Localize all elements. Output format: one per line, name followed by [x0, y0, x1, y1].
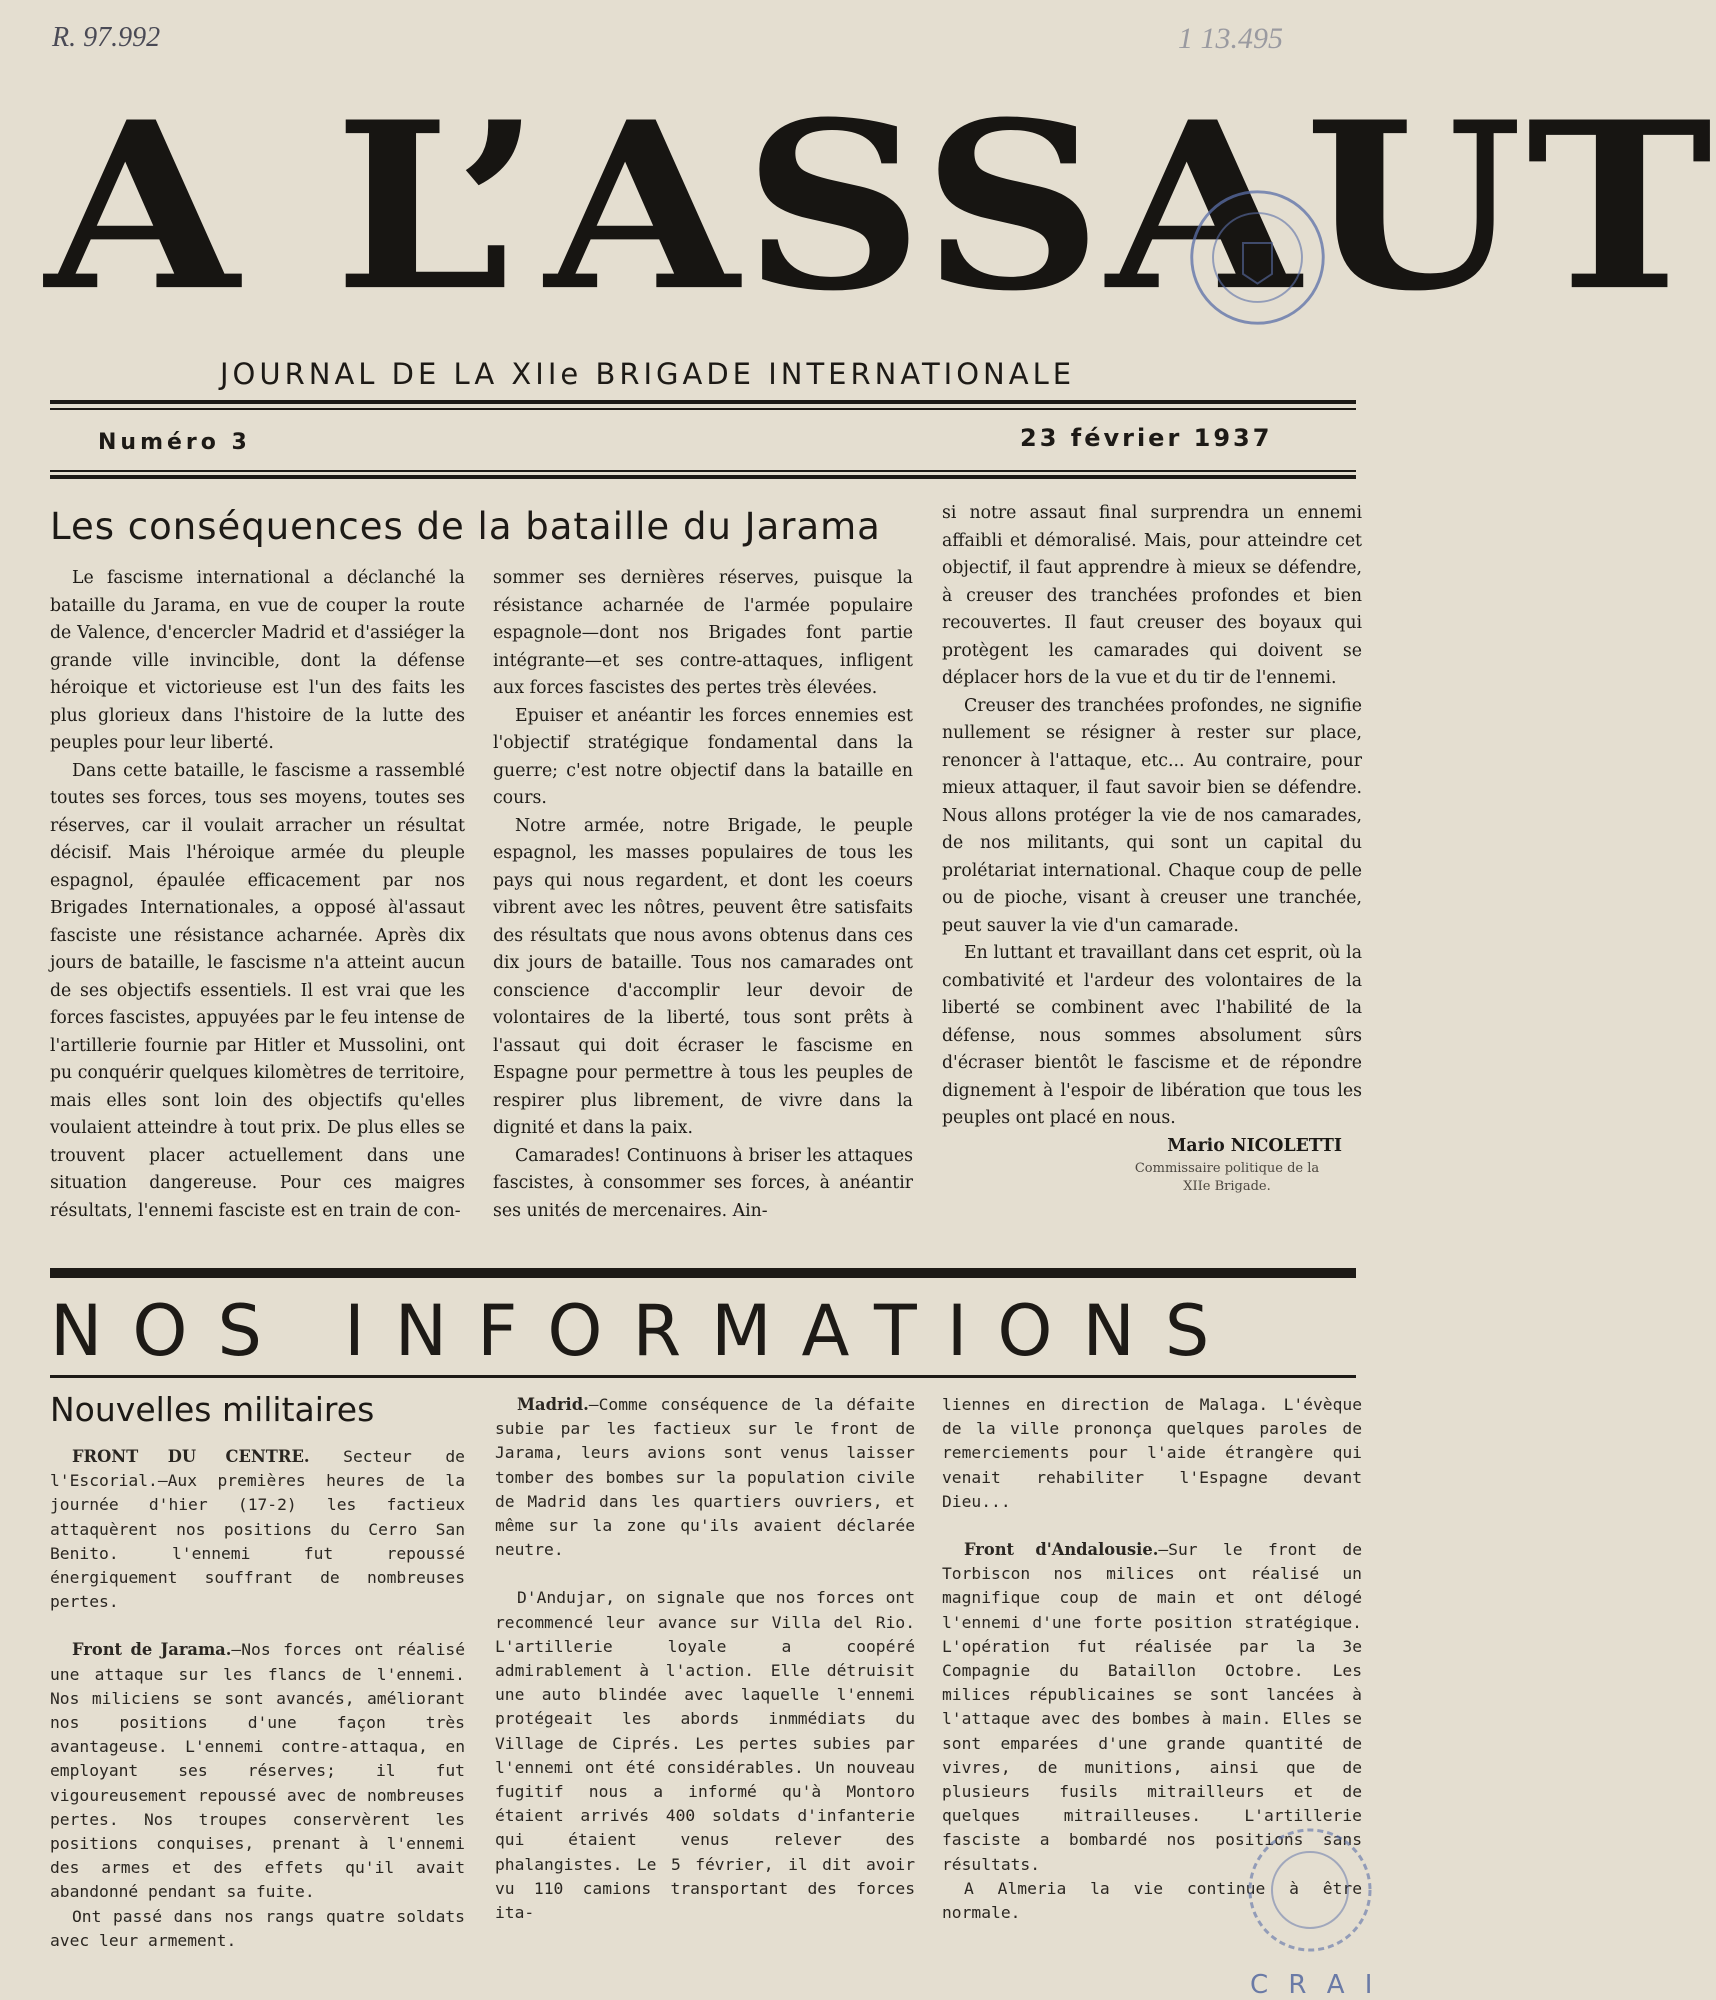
signature: Mario NICOLETTI — [1167, 1135, 1342, 1156]
article-headline: Les conséquences de la bataille du Jarama — [50, 505, 881, 548]
article-paragraph: Le fascisme international a déclanché la bataille du Jarama, en vue de couper la route de Valence, d'encercler Madrid et d'assiéger la grande ville invincible, dont la défense héroique et victorieuse est l'un des faits les plus glorieux dans l'histoire de la lutte des peuples pour leur liberté. — [50, 568, 465, 753]
news-lead: Madrid. — [517, 1395, 589, 1414]
stamp-number: 1 13.495 — [1178, 22, 1283, 55]
spacer — [942, 1514, 1362, 1538]
news-paragraph — [50, 1445, 465, 1614]
library-seal-bottom-icon — [1240, 1820, 1380, 1960]
signature-title-2: XIIe Brigade. — [1183, 1179, 1271, 1194]
article-paragraph: Creuser des tranchées profondes, ne signifie nullement se résigner à rester sur place, renoncer à l'attaque, etc... Au contraire, pour mieux attaquer, il faut savoir bien se défendre. Nous allons protéger la vie de nos camarades, de nos militants, qui sont un capital du prolétariat international. Chaque coup de pelle ou de pioche, visant à creuser une tranchée, peut sauver la vie d'un camarade. — [942, 695, 1362, 936]
section-rule-top — [50, 1268, 1356, 1278]
article-column-3 — [942, 500, 1362, 1196]
news-lead: FRONT DU CENTRE. — [72, 1447, 310, 1466]
article-paragraph: Notre armée, notre Brigade, le peuple espagnol, les masses populaires de tous les pays qui nous regardent, et dont les coeurs vibrent avec les nôtres, peuvent être satisfaits des résultats que nous avons obtenus dans ces dix jours de bataille. Tous nos camarades ont conscience d'accomplir leur devoir de volontaires de la liberté, tous sont prêts à l'assaut qui doit écraser le fascisme en Espagne pour permettre à tous les peuples de respirer plus librement, de vivre dans la dignité et dans la paix. — [493, 815, 913, 1138]
rule-mid-1 — [50, 470, 1356, 472]
news-text: —Sur le front de Torbiscon nos milices ont réalisé un magnifique coup de main et ont délogé l'ennemi d'une forte position stratégique. L'opération fut réalisée par la 3e Compagnie du Bataillon Octobre. Les milices républicaines se sont lancées à l'attaque avec des bombes à main. Elles se sont emparées d'une grande quantité de vivres, de munitions, ainsi que de plusieurs fusils mitrailleurs et de quelques mitrailleuses. L'artillerie fasciste a bombardé nos positions sans résultats. — [942, 1540, 1362, 1874]
news-text: —Comme conséquence de la défaite subie par les factieux sur le front de Jarama, leurs avions sont venus laisser tomber des bombes sur la population civile de Madrid dans les quartiers ouvriers, et même sur la zone qu'ils avaient déclarée neutre. — [495, 1395, 915, 1560]
issue-number: Numéro 3 — [98, 430, 251, 455]
spacer — [50, 1614, 465, 1638]
signature-title-1: Commissaire politique de la — [1134, 1161, 1320, 1176]
news-lead: Front d'Andalousie. — [964, 1540, 1159, 1560]
news-paragraph: A Almeria la vie continue à être normale. — [942, 1878, 1362, 1923]
library-seal-icon — [1185, 185, 1330, 330]
section-rule-bottom — [50, 1375, 1356, 1378]
section-headline: Nouvelles militaires — [50, 1390, 375, 1429]
rule-mid-2 — [50, 475, 1356, 479]
news-text: —Nos forces ont réalisé une attaque sur les flancs de l'ennemi. Nos miliciens se sont avancés, améliorant nos positions d'une façon très avantageuse. L'ennemi contre-attaqua, en employant ses réserves; il fut vigoureusement repoussé avec de nombreuses pertes. Nos troupes conservèrent les positions conquises, prenant à l'ennemi des armes et des effets qu'il avait abandonné pendant sa fuite. — [50, 1640, 465, 1902]
rule-top-1 — [50, 400, 1356, 404]
news-paragraph: D'Andujar, on signale que nos forces ont recommencé leur avance sur Villa del Rio. L'artillerie loyale a coopéré admirablement à l'action. Elle détruisit une auto blindée avec laquelle l'ennemi protégeait les abords inmmédiats du Village de Ciprés. Les pertes subies par l'ennemi ont été considérables. Un nouveau fugitif nous a informé qu'à Montoro étaient arrivés 400 soldats d'infanterie qui étaient venus relever des phalangistes. Le 5 février, il dit avoir vu 110 camions transportant des forces ita- — [495, 1588, 915, 1923]
article-paragraph: si notre assaut final surprendra un ennemi affaibli et démoralisé. Mais, pour atteindre cet objectif, il faut apprendre à mieux se défendre, à creuser des tranchées profondes et bien recouvertes. Il faut creuser des boyaux qui protègent les camarades qui doivent se déplacer hors de la vue et du tir de l'ennemi. — [942, 503, 1362, 688]
news-lead: Front de Jarama. — [72, 1640, 232, 1660]
news-column-2 — [495, 1393, 915, 1925]
news-paragraph — [495, 1393, 915, 1562]
shelfmark: R. 97.992 — [52, 22, 161, 53]
article-paragraph: sommer ses dernières réserves, puisque la résistance acharnée de l'armée populaire espagnole—dont nos Brigades font partie intégrante—et ses contre-attaques, infligent aux forces fascistes des pertes très élevées. — [493, 568, 913, 698]
news-paragraph: liennes en direction de Malaga. L'évèque de la ville prononça quelques paroles de remerciements pour l'aide étrangère qui venait rehabiliter l'Espagne devant Dieu... — [942, 1395, 1362, 1511]
news-text: Secteur de l'Escorial.—Aux premières heures de la journée d'hier (17-2) les factieux attaquèrent nos positions du Cerro San Benito. l'ennemi fut repoussé énergiquement souffrant de nombreuses pertes. — [50, 1447, 465, 1612]
article-column-2 — [493, 565, 913, 1225]
article-paragraph: En luttant et travaillant dans cet esprit, où la combativité et l'ardeur des volontaires de la liberté se combinent avec l'habilité de la défense, nous sommes absolument sûrs d'écraser bientôt le fascisme et de répondre dignement à l'espoir de libération que tous les peuples ont placé en nous. — [942, 943, 1362, 1128]
news-column-1 — [50, 1445, 465, 1953]
masthead-subtitle: JOURNAL DE LA XIIe BRIGADE INTERNATIONALE — [220, 357, 1076, 391]
spacer — [495, 1562, 915, 1586]
news-paragraph — [50, 1638, 465, 1904]
footer-mark: C R A I — [1250, 1970, 1379, 2000]
issue-date: 23 février 1937 — [1020, 424, 1273, 452]
rule-top-2 — [50, 408, 1356, 410]
news-paragraph: Ont passé dans nos rangs quatre soldats avec leur armement. — [50, 1906, 465, 1950]
section-banner: NOS INFORMATIONS — [50, 1290, 1240, 1372]
article-paragraph: Dans cette bataille, le fascisme a rassemblé toutes ses forces, tous ses moyens, toutes ses réserves, car il voulait arracher un résultat décisif. Mais l'héroique armée du pleuple espagnol, épaulée efficacement par nos Brigades Internationales, a opposé àl'assaut fasciste une résistance acharnée. Après dix jours de bataille, le fascisme n'a atteint aucun de ses objectifs essentiels. Il est vrai que les forces fascistes, appuyées par le feu intense de l'artillerie fournie par Hitler et Mussolini, ont pu conquérir quelques kilomètres de territoire, mais elles sont loin des objectifs qu'elles voulaient atteindre à tout prix. De plus elles se trouvent placer actuellement dans une situation dangereuse. Pour ces maigres résultats, l'ennemi fasciste est en train de con- — [50, 760, 465, 1221]
masthead-title: A L’ASSAUT — [45, 70, 1716, 342]
article-paragraph: Epuiser et anéantir les forces ennemies est l'objectif stratégique fondamental dans la guerre; c'est notre objectif dans la bataille en cours. — [493, 705, 913, 808]
article-column-1 — [50, 565, 465, 1225]
article-paragraph: Camarades! Continuons à briser les attaques fascistes, à consommer ses forces, à anéantir ses unités de mercenaires. Ain- — [493, 1145, 913, 1221]
